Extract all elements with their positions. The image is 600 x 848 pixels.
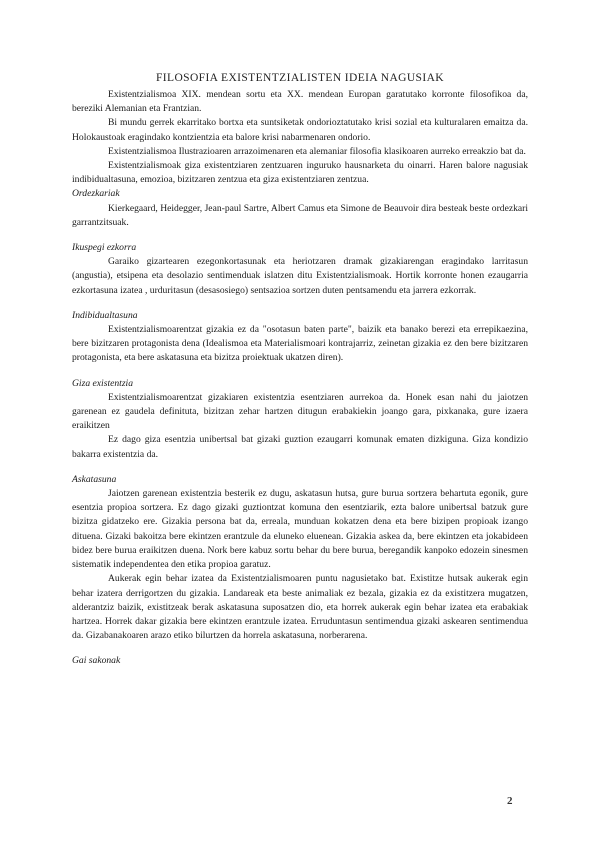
intro-paragraph-2: Bi mundu gerrek ekarritako bortxa eta suntsiketak ondorioztatutako krisi sozial eta kulturalaren emaitza da. Holokaustoak eragindako kontzientzia eta balore krisi nabarmenaren ondorio. — [72, 117, 528, 143]
giza-existentzia-paragraph-2: Ez dago giza esentzia unibertsal bat gizaki guztion ezaugarri komunak ematen dizkiguna. Giza kondizio bakarra existentzia da. — [72, 434, 528, 460]
intro-paragraph-1: Existentzialismoa XIX. mendean sortu eta XX. mendean Europan garatutako korronte filosofikoa da, bereziki Alemanian eta Frantzian. — [72, 89, 528, 115]
section-heading-indibidualtasuna: Indibidualtasuna — [72, 309, 138, 321]
section-heading-giza-existentzia: Giza existentzia — [72, 377, 134, 389]
page-title: FILOSOFIA EXISTENTZIALISTEN IDEIA NAGUSIAK — [156, 72, 444, 84]
intro-paragraph-3: Existentzialismoa Ilustrazioaren arrazoimenaren eta alemaniar filosofia klasikoaren aurreko erreakzio bat da. — [108, 145, 526, 157]
section-gap — [72, 366, 528, 377]
ikuspegi-paragraph-1: Garaiko gizartearen ezegonkortasunak eta heriotzaren dramak gizakiarengan eragindako larritasun (angustia), etsipena eta desolazio sentimenduak islatzen ditu Existentzialismoak. Hortik korronte honen ezaugarria ezkortasuna izatea , urduritasun (desasosiego) sentsazioa sortzen duten pentsamendu eta jarrera ezkorrak. — [72, 256, 528, 296]
askatasuna-paragraph-2: Aukerak egin behar izatea da Existentzialismoaren puntu nagusietako bat. Existitze hutsak aukerak egin behar izatera derrigortzen du gizakia. Landareak eta beste animaliak ez bezala, gizakia ez da existitzera mugatzen, alderantziz baizik, existitzeak berak askatasuna suposatzen dio, eta horrek aukerak egin behar izatea eta erabakiak hartzea. Horrek dakar gizakia bere ekintzen erantzule izatea. Erruduntasun sentimendua gizaki askearen sentimendua da. Gizabanakoaren arazo etiko bilurtzen da horrela askatasuna, norberarena. — [72, 573, 528, 642]
section-heading-ordezkariak: Ordezkariak — [72, 188, 120, 200]
section-gap — [72, 230, 528, 241]
section-heading-gai-sakonak: Gai sakonak — [72, 655, 121, 667]
section-heading-ikuspegi: Ikuspegi ezkorra — [72, 242, 137, 254]
indibidualtasuna-paragraph-1: Existentzialismoarentzat gizakia ez da "osotasun baten parte", baizik eta banako berezi eta errepikaezina, bere bizitzaren protagonista dena (Idealismoa eta Materialismoari kontrajarriz, zeinetan gizakia ez den bere bizitzaren protagonista, eta bere askatasuna eta bizitza proiektuak ukatzen diren). — [72, 324, 528, 364]
document-page — [72, 72, 528, 669]
ordezkariak-paragraph-1: Kierkegaard, Heidegger, Jean-paul Sartre, Albert Camus eta Simone de Beauvoir dira besteak beste ordezkari garrantzitsuak. — [72, 202, 528, 228]
page-number: 2 — [507, 795, 513, 807]
section-gap — [72, 643, 528, 654]
intro-paragraph-4: Existentzialismoak giza existentziaren zentzuaren inguruko hausnarketa du oinarri. Haren balore nagusiak indibidualtasuna, emozioa, bizitzaren zentzua eta giza existentziaren zentzua. — [72, 160, 528, 186]
section-heading-askatasuna: Askatasuna — [72, 473, 117, 485]
section-gap — [72, 462, 528, 473]
section-gap — [72, 298, 528, 309]
askatasuna-paragraph-1: Jaiotzen garenean existentzia besterik ez dugu, askatasun hutsa, gure burua sortzera behartuta egonik, gure esentzia propioa sortzera. Ez dago gizaki guztiontzat komuna den esentziarik, ezta balore unibertsal batzuk gure bizitza gidatzeko ere. Gizakia persona bat da, erreala, munduan kokatzen dena eta bere bizipen propioak izango dituena. Gizaki bakoitza bere ekintzen erantzule da eluneko eluenean. Gizakia askea da, bere ekintzen eta jokabideen bidez bere burua eraikitzen duena. Nork bere kabuz sortu behar du bere burua, beregandik kanpoko edozein sinesmen sistematik independentea den etika propioa garatuz. — [72, 488, 528, 571]
giza-existentzia-paragraph-1: Existentzialismoarentzat gizakiaren existentzia esentziaren aurrekoa da. Honek esan nahi du jaiotzen garenean ez gaudela definituta, bizitzan zehar hartzen ditugun erabakiekin joango gara, pixkanaka, gure izaera eraikitzen — [72, 391, 528, 432]
